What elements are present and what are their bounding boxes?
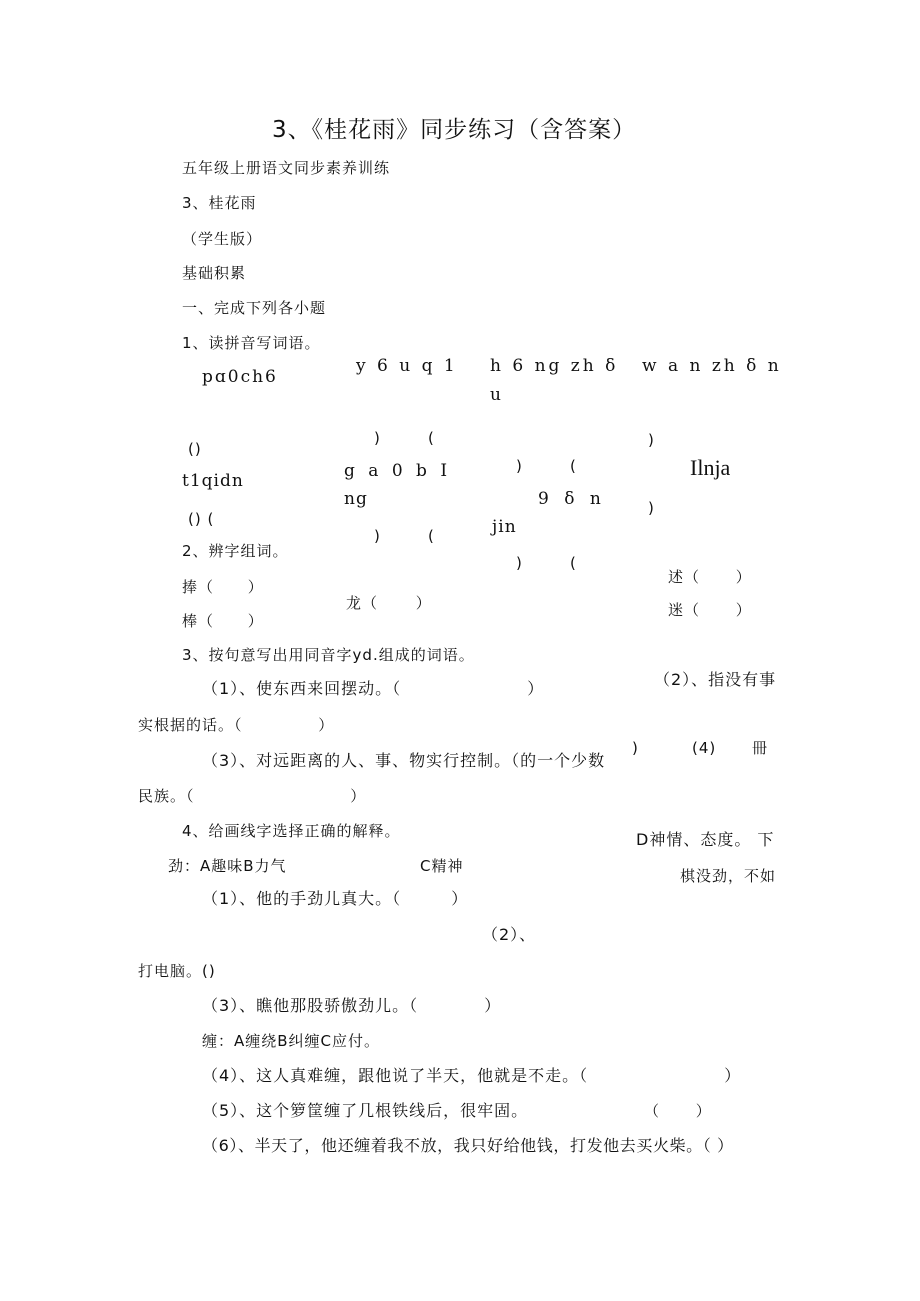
pinyin-8: Ilnja [690,455,731,480]
answer-bracket[interactable]: ) [374,527,381,545]
q1-label: 1、读拼音写词语。 [182,334,321,352]
q4-sentence-5: （5）、这个箩筐缠了几根铁线后，很牢固。 [202,1101,529,1120]
definition-option-c: C精神 [420,857,464,875]
pinyin-3: h 6 ng zh δ [490,356,619,376]
q4-sentence-6: （6）、半天了，他还缠着我不放，我只好给他钱，打发他去买火柴。（ ） [202,1136,734,1155]
pinyin-1: pɑ0ch6 [202,367,278,387]
answer-bracket[interactable]: ) [648,431,655,449]
answer-bracket[interactable]: ) [516,554,523,572]
answer-bracket[interactable]: ) [648,499,655,517]
word-group-item: 龙（ ） [346,594,432,612]
q2-label: 2、辨字组词。 [182,542,289,560]
q3-sentence-2: （2）、指没有事 [654,670,777,689]
word-group-item: 棒（ ） [182,612,264,630]
subtitle: 五年级上册语文同步素养训练 [182,159,391,177]
answer-bracket[interactable]: （ ） [644,1102,712,1120]
text-fragment: 冊 [752,739,769,757]
text-fragment: (4) [692,739,717,757]
definition-options: 缠：A缠绕B纠缠C应付。 [202,1032,381,1050]
q3-label: 3、按句意写出用同音字yd.组成的词语。 [182,646,475,664]
definition-option-d: D神情、态度。 下 [636,830,775,849]
pinyin-3-continued: u [490,385,507,405]
page-title: 3、《桂花雨》同步练习（含答案） [272,117,637,143]
answer-bracket[interactable]: ) [516,457,523,475]
q3-sentence-3-continued: 民族。（ ） [138,787,367,805]
answer-bracket[interactable]: ( [428,429,435,447]
word-group-item: 述（ ） [668,568,752,586]
answer-bracket[interactable]: ( [570,457,577,475]
pinyin-2: y 6 u q 1 [356,356,458,376]
pinyin-4: w a n zh δ n [642,356,782,376]
part-heading: 一、完成下列各小题 [182,299,327,317]
pinyin-6-continued: ng [344,489,368,509]
definition-options: 劲：A趣味B力气 [168,857,287,875]
q4-sentence-2-continued: 打电脑。() [138,962,216,980]
q4-sentence-2: （2）、 [482,925,537,944]
q4-sentence-3: （3）、瞧他那股骄傲劲儿。（ ） [202,996,502,1015]
pinyin-5: t1qidn [182,471,244,491]
q4-label: 4、给画线字选择正确的解释。 [182,822,401,840]
q3-sentence-1: （1）、使东西来回摆动。（ ） [202,679,545,698]
q4-sentence-1: （1）、他的手劲儿真大。（ ） [202,889,469,908]
section-heading: 基础积累 [182,264,247,282]
answer-bracket[interactable]: () ( [188,510,215,528]
pinyin-7: 9 δ n [538,489,606,509]
word-group-item: 迷（ ） [668,601,752,619]
lesson-name: 3、桂花雨 [182,194,257,212]
pinyin-7-continued: jin [492,517,517,537]
q4-sentence-4: （4）、这人真难缠，跟他说了半天，他就是不走。（ ） [202,1066,742,1085]
answer-bracket[interactable]: () [188,440,202,458]
q4-sentence-2-text: 棋没劲，不如 [680,867,777,885]
answer-bracket[interactable]: ( [570,554,577,572]
q3-sentence-2-continued: 实根据的话。（ ） [138,716,335,734]
answer-bracket[interactable]: ) [374,429,381,447]
answer-bracket[interactable]: ( [428,527,435,545]
word-group-item: 捧（ ） [182,578,264,596]
edition-label: （学生版） [182,230,263,248]
q3-sentence-3: （3）、对远距离的人、事、物实行控制。（的一个少数 [202,751,606,770]
text-fragment: ) [632,739,639,757]
pinyin-6: g a 0 b I [344,461,452,481]
